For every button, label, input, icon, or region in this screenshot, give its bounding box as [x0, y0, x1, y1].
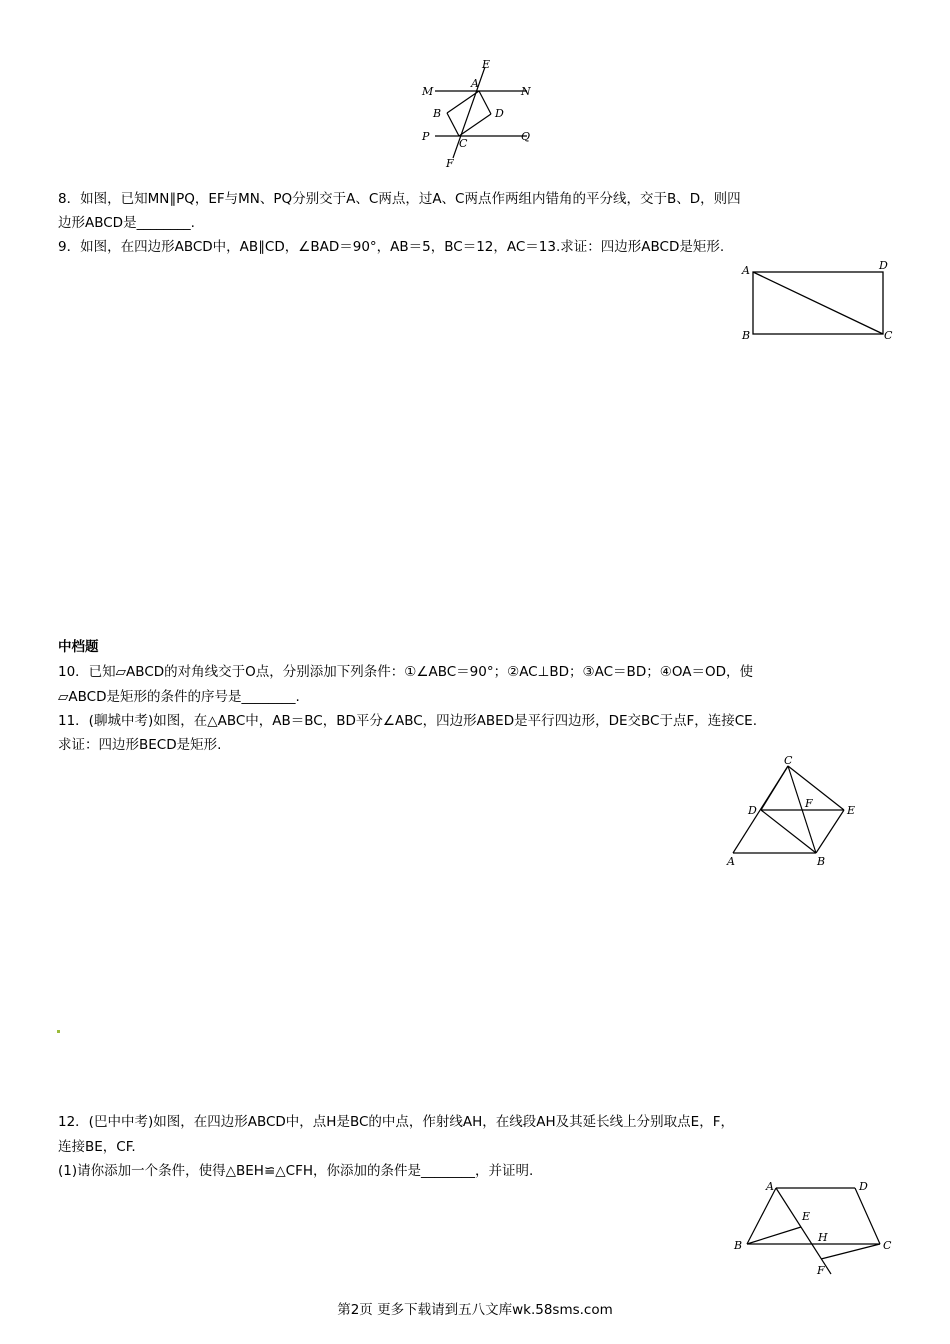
label-E: E [847, 804, 856, 817]
label-F: F [805, 797, 813, 810]
q8-line1: 8．如图，已知MN∥PQ，EF与MN、PQ分别交于A、C两点，过A、C两点作两组内错角的平分线，交于B、D，则四 [58, 191, 741, 207]
label-F: F [817, 1264, 825, 1277]
figure-q11 [720, 752, 870, 870]
label-D: D [879, 259, 888, 272]
label-C: C [459, 137, 468, 150]
figure-q12 [728, 1176, 898, 1282]
label-A: A [742, 264, 750, 277]
label-C: C [883, 1239, 892, 1252]
q10-line1: 10．已知▱ABCD的对角线交于O点，分别添加下列条件：①∠ABC＝90°；②AC⊥BD；③AC＝BD；④OA＝OD，使 [58, 664, 753, 680]
label-A: A [727, 855, 735, 868]
q10-line2: ▱ABCD是矩形的条件的序号是________. [58, 689, 300, 705]
q11-line1: 11．(聊城中考)如图，在△ABC中，AB＝BC，BD平分∠ABC，四边形ABED是平行四边形，DE交BC于点F，连接CE. [58, 713, 757, 729]
q12-line3: (1)请你添加一个条件，使得△BEH≌△CFH，你添加的条件是________，并证明. [58, 1163, 534, 1179]
label-D: D [748, 804, 757, 817]
label-M: M [422, 85, 434, 98]
figure-q8 [415, 55, 545, 170]
q12-line1: 12．(巴中中考)如图，在四边形ABCD中，点H是BC的中点，作射线AH，在线段AH及其延长线上分别取点E，F， [58, 1114, 734, 1130]
label-E: E [802, 1210, 811, 1223]
label-P: P [422, 130, 430, 143]
label-C: C [784, 754, 793, 767]
section-heading: 中档题 [58, 639, 99, 655]
label-Q: Q [521, 130, 531, 143]
label-H: H [818, 1231, 828, 1244]
label-A: A [766, 1180, 774, 1193]
label-A: A [471, 77, 479, 90]
label-B: B [734, 1239, 743, 1252]
label-D: D [495, 107, 504, 120]
label-E: E [482, 58, 491, 71]
label-D: D [859, 1180, 868, 1193]
q11-line2: 求证：四边形BECD是矩形. [58, 737, 222, 753]
q9-line1: 9．如图，在四边形ABCD中，AB∥CD，∠BAD＝90°，AB＝5，BC＝12，AC＝13.求证：四边形ABCD是矩形. [58, 239, 725, 255]
label-N: N [521, 85, 531, 98]
figure-q9 [740, 258, 900, 348]
stray-dot [57, 1030, 60, 1033]
label-B: B [817, 855, 826, 868]
q12-line2: 连接BE，CF. [58, 1139, 136, 1155]
label-B: B [433, 107, 442, 120]
q8-line2: 边形ABCD是________. [58, 215, 195, 231]
label-C: C [884, 329, 893, 342]
page-footer: 第2页 更多下载请到五八文库wk.58sms.com [337, 1302, 613, 1318]
label-F: F [446, 157, 454, 170]
label-B: B [742, 329, 751, 342]
